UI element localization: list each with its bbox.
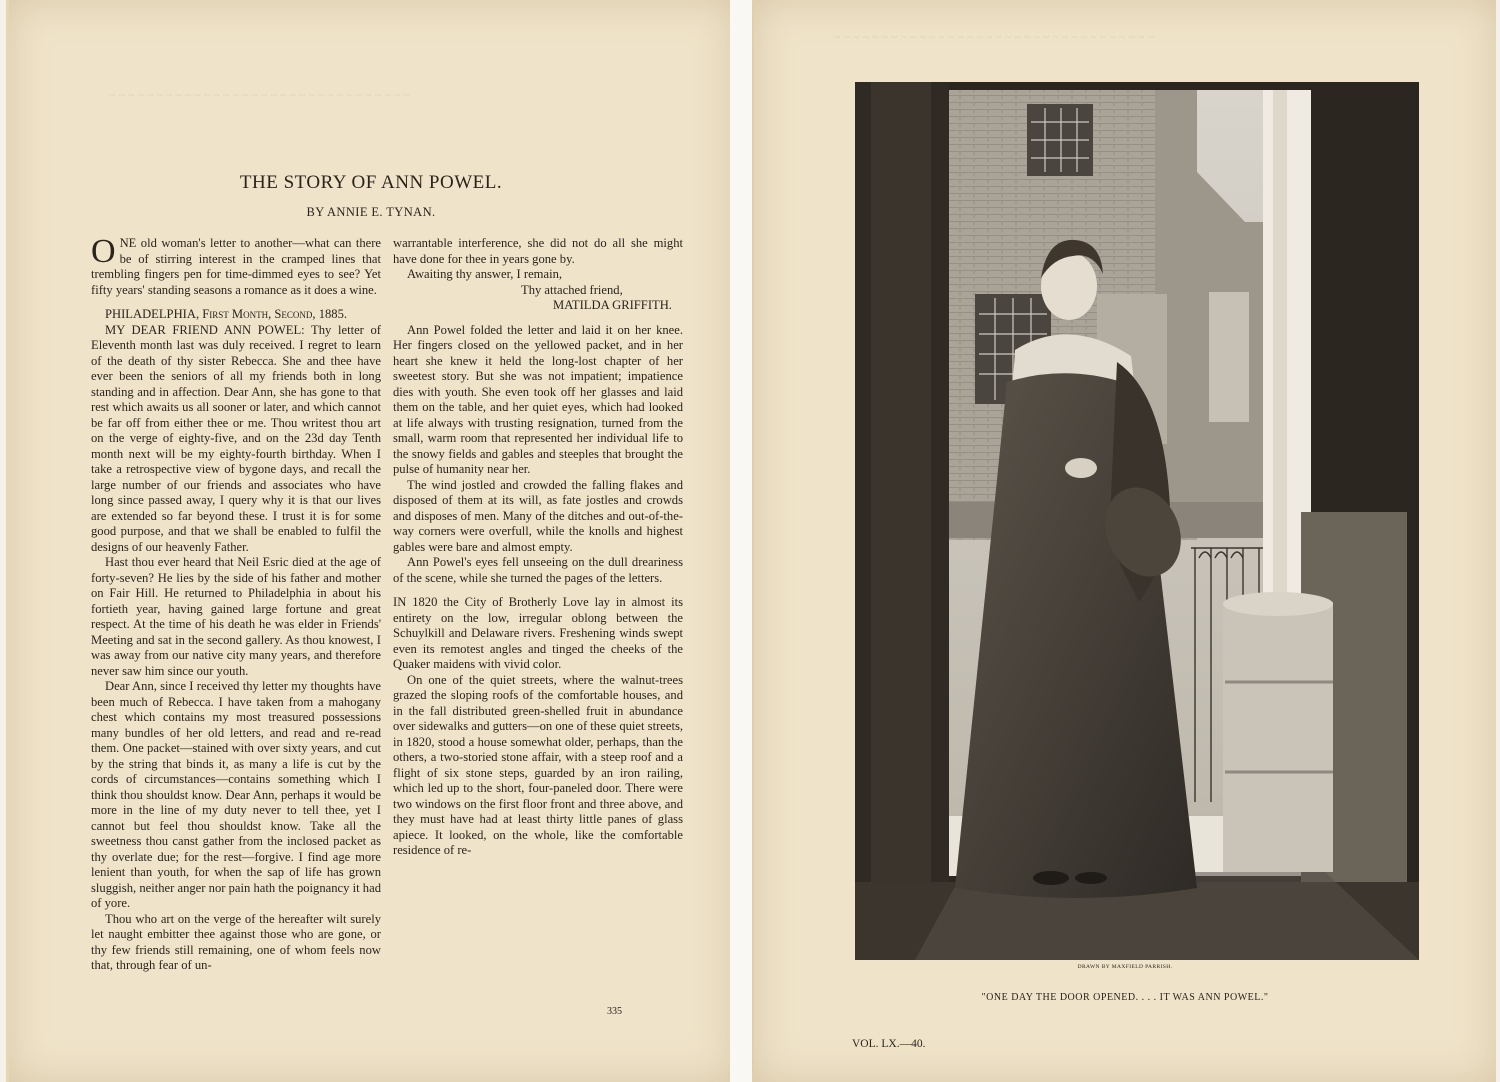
letter-paragraph: MY DEAR FRIEND ANN POWEL: Thy letter of Eleventh month last was duly received. I regret to learn of the death of thy sister Rebecca. She and thee have ever been the seniors of all my friends both in long standing and in affection. Dear Ann, she has gone to that rest which awaits us all sooner or later, and which cannot be far off from either thee or me. Thou writest thou art on the verge of eighty-five, and on the 23d day Tenth month next will be my eighty-fourth birthday. When I take a retrospective view of bygone days, and recall the large number of our friends and associates who have long since passed away, I query why it is that our lives are extended so far beyond these. I trust it is for some good purpose, and that we shall be enabled to fulfil the designs of our heavenly Father.	[91, 322, 381, 554]
story-paragraph: Ann Powel's eyes fell unseeing on the dull dreariness of the scene, while she turned the pages of the letters.	[393, 555, 683, 585]
intro-paragraph: ONE old woman's letter to another—what can there be of stirring interest in the cramped lines that trembling fingers pen for time-dimmed eyes to see? Yet fifty years' standing seasons a romance as it does a wine.	[91, 233, 381, 297]
story-paragraph: Ann Powel folded the letter and laid it on her knee. Her fingers closed on the yellowed packet, and in her heart she knew it held the long-lost chapter of her sweetest story. But she was not impatient; impatience dies with youth. She even took off her glasses and laid them on the table, and her quiet eyes, which had looked at life always with trusting resignation, turned from the small, warm room that represented her individual life to the snowy fields and gables and steeples that brought the pulse of humanity near her.	[393, 322, 683, 476]
left-page	[6, 0, 733, 1082]
page-number: 335	[607, 1006, 622, 1017]
drop-cap: O	[91, 233, 116, 270]
illustration-credit: DRAWN BY MAXFIELD PARRISH.	[1077, 964, 1173, 970]
story-paragraph: The wind jostled and crowded the falling flakes and disposed of them at its will, as fate jostles and crowds and disposes of men. Many of the ditches and out-of-the-way corners were overfull, while the knolls and highest gables were bare and almost empty.	[393, 477, 683, 554]
article-title: THE STORY OF ANN POWEL.	[239, 172, 503, 193]
woman-in-doorway-illustration	[855, 82, 1419, 960]
illustration-caption: "ONE DAY THE DOOR OPENED. . . . IT WAS ANN POWEL."	[981, 992, 1269, 1003]
letter-paragraph: Hast thou ever heard that Neil Esric died at the age of forty-seven? He lies by the side of his father and mother on Fair Hill. He returned to Philadelphia in about his fortieth year, having gained large fortune and great respect. At the time of his death he was elder in Friends' Meeting and sat in the second gallery. As thou knowest, I was away from our native city many years, and therefore never saw him since our youth.	[91, 555, 381, 678]
section-opening-paragraph: IN 1820 the City of Brotherly Love lay in almost its entirety on the low, irregular oblong between the Schuylkill and Delaware rivers. Freshening winds swept even its remotest angles and tinged the cheeks of the Quaker maidens with vivid color.	[393, 595, 683, 671]
letter-paragraph: Thou who art on the verge of the hereafter wilt surely let naught embitter thee against those who are gone, or thy few friends still remaining, one of whom feels now that, through fear of un-	[91, 911, 381, 972]
right-text-column	[393, 236, 683, 859]
article-byline: BY ANNIE E. TYNAN.	[306, 205, 436, 219]
letter-signature: MATILDA GRIFFITH.	[553, 298, 672, 312]
volume-number: VOL. LX.—40.	[852, 1038, 926, 1050]
left-text-column	[91, 233, 381, 974]
show-through-text: ~ ~ ~ ~ ~ ~ ~ ~ ~ ~ ~ ~ ~ ~ ~ ~ ~ ~ ~ ~ ~ ~ ~ ~ ~ ~ ~ ~ ~ ~ ~ ~ ~ ~	[834, 30, 1154, 44]
letter-paragraph: Dear Ann, since I received thy letter my thoughts have been much of Rebecca. I have taken from a mahogany chest which contains my most treasured possessions many bundles of her old letters, and read and re-read them. One packet—stained with over sixty years, and cut by the string that binds it, as many a life is cut by the cords of circumstances—contains something which I think thou shouldst know. Dear Ann, perhaps it would be more in the line of my duty never to tell thee, yet I cannot but feel thou shouldst know. Take all the sweetness thou canst gather from the inclosed packet as thy overlate due; for the rest—forgive. I find age more lenient than youth, for when the sap of life has grown sluggish, neither anger nor pain hath the poignancy it had of yore.	[91, 679, 381, 910]
page-gutter	[730, 0, 752, 1082]
letter-closing: Thy attached friend,	[521, 282, 623, 297]
letter-closing: Awaiting thy answer, I remain,	[407, 267, 563, 281]
letter-ending: warrantable interference, she did not do all she might have done for thee in years gone by.	[393, 236, 683, 266]
letter-dateline: PHILADELPHIA, First Month, Second, 1885.	[105, 307, 348, 321]
story-paragraph: On one of the quiet streets, where the walnut-trees grazed the sloping roofs of the comfortable houses, and in the fall distributed green-shelled fruit in abundance over sidewalks and gutters—on one of these quiet streets, in 1820, stood a house somewhat older, perhaps, than the others, a two-storied stone affair, with a steep roof and a flight of six stone steps, guarded by an iron railing, which led up to the short, four-paneled door. There were two windows on the first floor front and three above, and they must have had at least thirty little panes of glass apiece. It looked, on the whole, like the comfortable residence of re-	[393, 672, 683, 857]
show-through-text: ~ ~ ~ ~ ~ ~ ~ ~ ~ ~ ~ ~ ~ ~ ~ ~ ~ ~ ~ ~ ~ ~ ~ ~ ~ ~ ~ ~ ~ ~ ~ ~	[109, 88, 410, 102]
illustration-plate	[855, 82, 1419, 960]
